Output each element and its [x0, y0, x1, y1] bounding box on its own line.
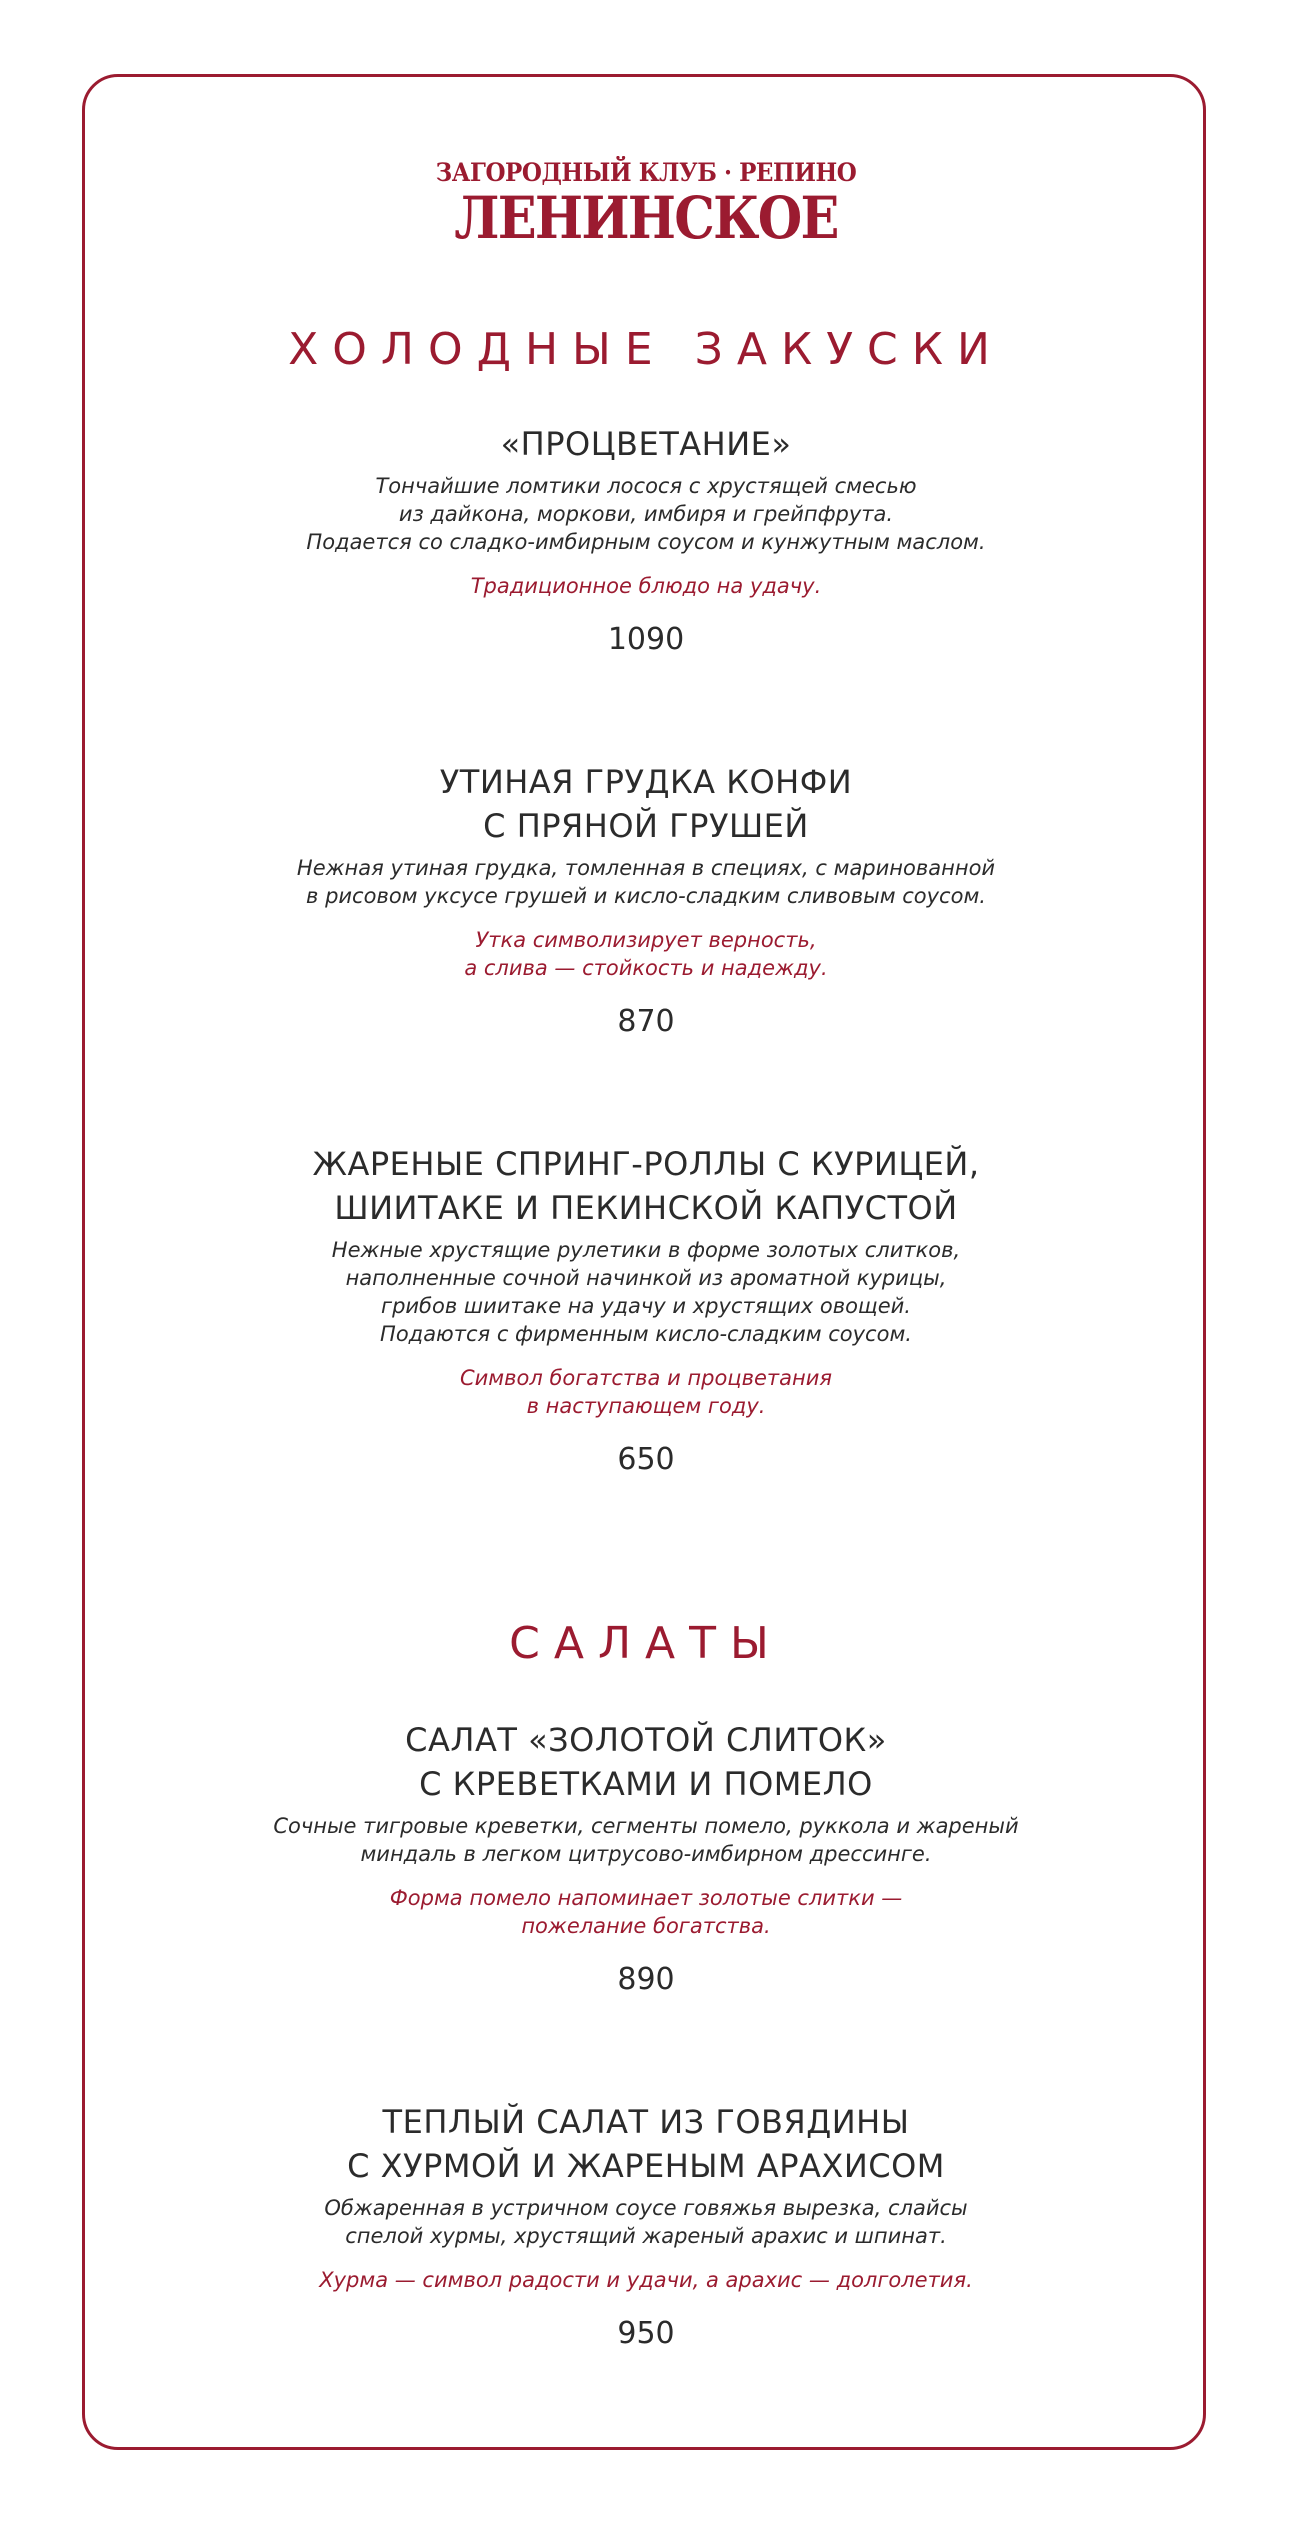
- dish-item: [0, 1718, 1292, 2000]
- dish-item: [0, 422, 1292, 660]
- club-logo: [0, 158, 1292, 252]
- dish-note: Традиционное блюдо на удачу.: [470, 574, 822, 598]
- dish-price: 1090: [607, 622, 685, 657]
- dish-title: ТЕПЛЫЙ САЛАТ ИЗ ГОВЯДИНЫ С ХУРМОЙ И ЖАРЕНЫМ АРАХИСОМ: [347, 2103, 945, 2185]
- dish-description: Нежная утиная грудка, томленная в специях, с маринованной в рисовом уксусе грушей и кисло-сладким сливовым соусом.: [296, 856, 996, 908]
- dish-item: [0, 2100, 1292, 2354]
- dish-price: 870: [617, 1004, 675, 1039]
- dish-description: Нежные хрустящие рулетики в форме золотых слитков, наполненные сочной начинкой из ароматной курицы, грибов шиитаке на удачу и хрустящих овощей. Подаются с фирменным кисло-сладким соусом.: [331, 1238, 961, 1346]
- dish-title: УТИНАЯ ГРУДКА КОНФИ С ПРЯНОЙ ГРУШЕЙ: [439, 763, 853, 845]
- dish-note: Символ богатства и процветания в наступающем году.: [459, 1366, 833, 1418]
- dish-description: Обжаренная в устричном соусе говяжья вырезка, слайсы спелой хурмы, хрустящий жареный арахис и шпинат.: [324, 2196, 968, 2248]
- dish-note: Форма помело напоминает золотые слитки — пожелание богатства.: [389, 1886, 903, 1938]
- logo-title: ЛЕНИНСКОЕ: [454, 184, 838, 252]
- logo-subtitle: ЗАГОРОДНЫЙ КЛУБ · РЕПИНО: [435, 158, 857, 187]
- dish-note: Утка символизирует верность, а слива — стойкость и надежду.: [464, 928, 828, 980]
- dish-price: 950: [617, 2316, 675, 2351]
- dish-title: ЖАРЕНЫЕ СПРИНГ-РОЛЛЫ С КУРИЦЕЙ, ШИИТАКЕ И ПЕКИНСКОЙ КАПУСТОЙ: [312, 1145, 980, 1227]
- dish-note: Хурма — символ радости и удачи, а арахис — долголетия.: [319, 2268, 973, 2292]
- section-title-cold-appetizers: ХОЛОДНЫЕ ЗАКУСКИ: [288, 324, 1004, 375]
- dish-description: Сочные тигровые креветки, сегменты помело, руккола и жареный миндаль в легком цитрусово-имбирном дрессинге.: [273, 1814, 1019, 1866]
- section-title-salads: САЛАТЫ: [509, 1618, 783, 1669]
- dish-title: «ПРОЦВЕТАНИЕ»: [500, 425, 792, 463]
- dish-description: Тончайшие ломтики лосося с хрустящей смесью из дайкона, моркови, имбиря и грейпфрута. Подается со сладко-имбирным соусом и кунжутным маслом.: [306, 474, 986, 554]
- dish-price: 890: [617, 1962, 675, 1997]
- dish-item: [0, 760, 1292, 1042]
- dish-title: САЛАТ «ЗОЛОТОЙ СЛИТОК» С КРЕВЕТКАМИ И ПОМЕЛО: [405, 1721, 887, 1803]
- dish-item: [0, 1142, 1292, 1480]
- dish-price: 650: [617, 1442, 675, 1477]
